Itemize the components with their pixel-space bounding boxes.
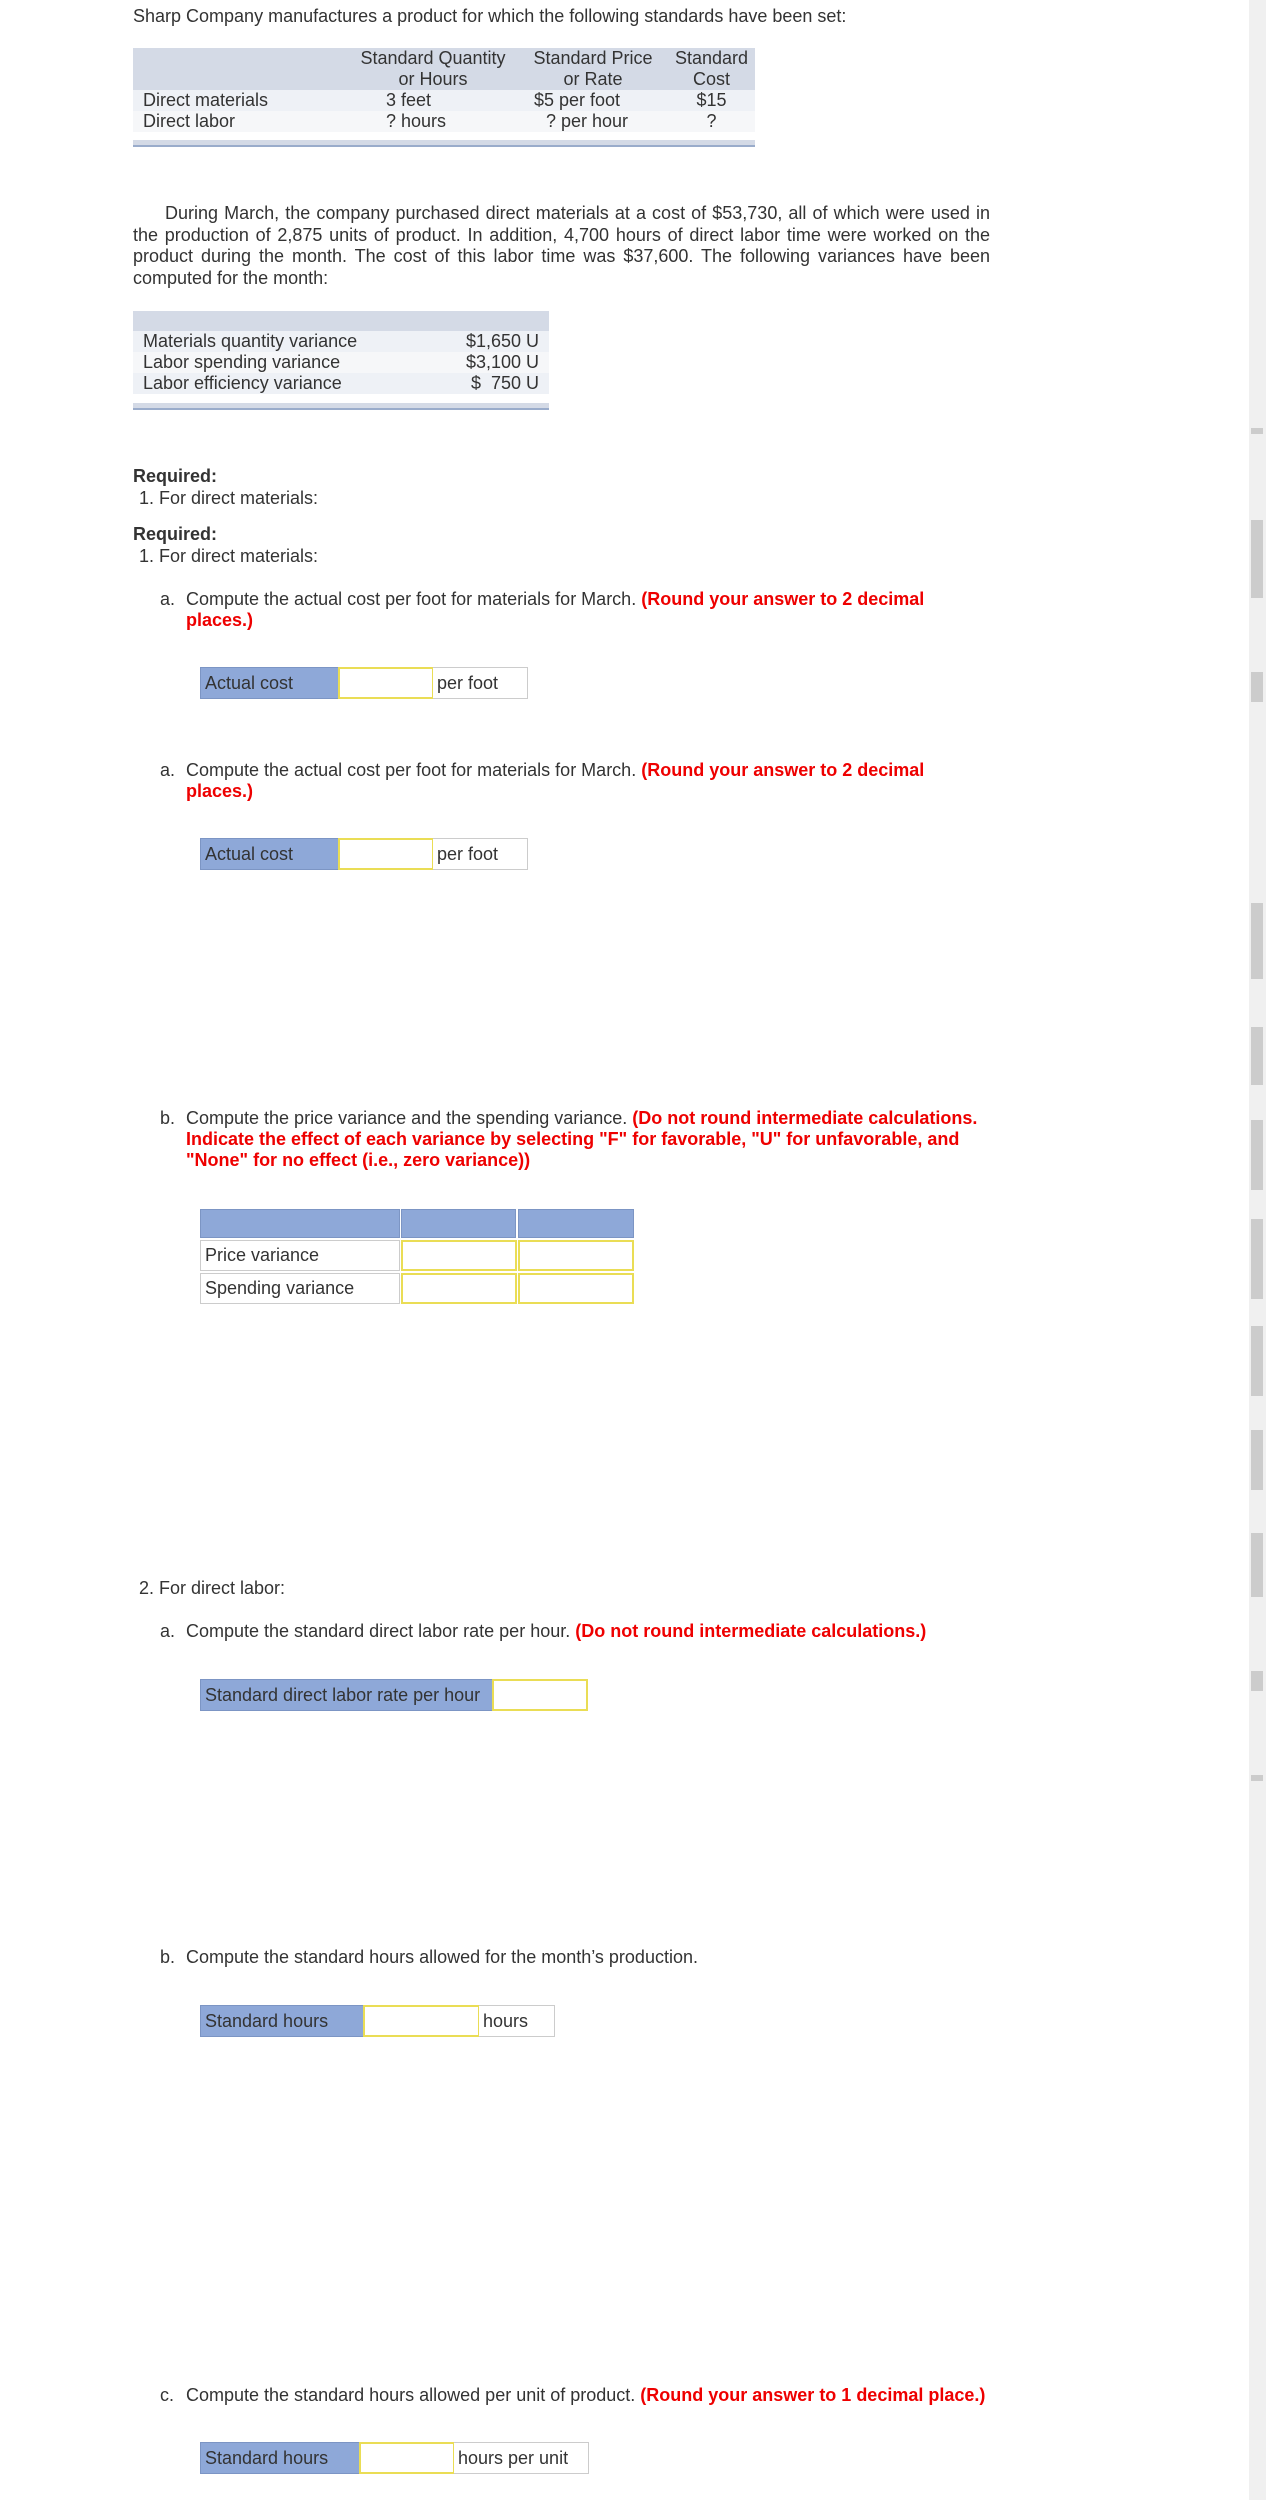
header-std-qty-sub: or Hours bbox=[348, 69, 518, 90]
question-prefix: b. bbox=[160, 1108, 176, 1128]
table-row bbox=[133, 352, 549, 373]
price-variance-label: Price variance bbox=[200, 1240, 400, 1271]
question-note: (Round your answer to 2 decimal bbox=[641, 589, 925, 609]
required-item: 1. For direct materials: bbox=[139, 488, 319, 508]
table-row bbox=[133, 373, 549, 394]
scrollbar-marker bbox=[1251, 1120, 1263, 1190]
scrollbar-marker bbox=[1251, 1219, 1263, 1299]
header-std-price: Standard Price bbox=[518, 48, 668, 69]
standard-hours-input[interactable] bbox=[363, 2005, 480, 2037]
price-variance-effect-select[interactable] bbox=[518, 1240, 634, 1271]
spending-variance-label: Spending variance bbox=[200, 1273, 400, 1304]
scrollbar-marker bbox=[1251, 1775, 1263, 1781]
row-label: Direct materials bbox=[133, 90, 348, 111]
intro-text: Sharp Company manufactures a product for which the following standards have been set: bbox=[133, 6, 847, 26]
question-text bbox=[186, 1108, 1006, 1171]
scrollbar-marker bbox=[1251, 1671, 1263, 1691]
header-std-cost-sub: Cost bbox=[668, 69, 755, 90]
scrollbar-marker bbox=[1251, 1027, 1263, 1085]
required-heading: Required: bbox=[133, 466, 218, 486]
question-prefix: c. bbox=[160, 2385, 175, 2405]
actual-cost-label: Actual cost bbox=[200, 667, 339, 699]
row-qty: ? hours bbox=[348, 111, 518, 132]
question-prefix: a. bbox=[160, 589, 176, 609]
actual-cost-input[interactable] bbox=[338, 667, 434, 699]
required-heading: Required: bbox=[133, 524, 218, 544]
question-prefix: b. bbox=[160, 1947, 176, 1967]
variance-label: Labor spending variance bbox=[143, 352, 341, 372]
question-body: Compute the standard hours allowed per unit of product. bbox=[186, 2385, 636, 2405]
variance-label: Materials quantity variance bbox=[143, 331, 358, 351]
question-prefix: a. bbox=[160, 1621, 176, 1641]
variance-label: Labor efficiency variance bbox=[143, 373, 342, 393]
question-note: (Do not round intermediate calculations. bbox=[632, 1108, 978, 1128]
question-body: Compute the price variance and the spending variance. bbox=[186, 1108, 628, 1128]
hours-unit: hours bbox=[479, 2005, 555, 2037]
question-body: Compute the standard direct labor rate per hour. bbox=[186, 1621, 571, 1641]
required-item: 1. For direct materials: bbox=[139, 546, 319, 566]
scrollbar-marker bbox=[1251, 1326, 1263, 1396]
standards-table-header-row-1 bbox=[133, 48, 755, 69]
row-price: ? per hour bbox=[518, 111, 668, 132]
question-note: Indicate the effect of each variance by selecting "F" for favorable, "U" for unfavorable, and bbox=[186, 1129, 960, 1149]
standard-hours-per-unit-label: Standard hours bbox=[200, 2442, 360, 2474]
question-note: (Round your answer to 2 decimal bbox=[641, 760, 925, 780]
variance-entry-table bbox=[200, 1209, 634, 1304]
question-text bbox=[186, 2385, 985, 2406]
question-note: places.) bbox=[186, 781, 254, 801]
standards-table bbox=[133, 48, 755, 132]
row-price: $5 per foot bbox=[518, 90, 668, 111]
table-header-cell bbox=[518, 1209, 634, 1238]
table-header-cell bbox=[401, 1209, 516, 1238]
scrollbar-marker bbox=[1251, 1430, 1263, 1490]
question-note: "None" for no effect (i.e., zero variance)) bbox=[186, 1150, 531, 1170]
header-std-qty: Standard Quantity bbox=[348, 48, 518, 69]
table-bottom-rule bbox=[133, 140, 755, 147]
standard-hours-label: Standard hours bbox=[200, 2005, 364, 2037]
row-qty: 3 feet bbox=[348, 90, 518, 111]
header-std-cost: Standard bbox=[668, 48, 755, 69]
header-blank bbox=[133, 48, 348, 69]
hours-per-unit-unit: hours per unit bbox=[454, 2442, 589, 2474]
standard-hours-per-unit-input[interactable] bbox=[359, 2442, 455, 2474]
actual-cost-label: Actual cost bbox=[200, 838, 339, 870]
problem-paragraph: During March, the company purchased direct materials at a cost of $53,730, all of which were used in the production of 2,875 units of product. In addition, 4,700 hours of direct labor time were worked on the product during the month. The cost of this labor time was $37,600. The following variances have been computed for the month: bbox=[133, 203, 990, 288]
table-row bbox=[133, 331, 549, 352]
scrollbar-marker bbox=[1251, 520, 1263, 598]
standard-rate-label: Standard direct labor rate per hour bbox=[200, 1679, 493, 1711]
question-text bbox=[186, 589, 924, 631]
part-2-heading: 2. For direct labor: bbox=[139, 1578, 286, 1598]
standard-rate-input[interactable] bbox=[492, 1679, 588, 1711]
table-header-cell bbox=[200, 1209, 400, 1238]
standards-table-header-row-2 bbox=[133, 69, 755, 90]
header-std-price-sub: or Rate bbox=[518, 69, 668, 90]
spending-variance-effect-select[interactable] bbox=[518, 1273, 634, 1304]
variance-value: $1,650 U bbox=[465, 331, 539, 351]
scrollbar-marker bbox=[1251, 903, 1263, 979]
header-blank bbox=[133, 69, 348, 90]
question-prefix: a. bbox=[160, 760, 176, 780]
question-note: (Round your answer to 1 decimal place.) bbox=[640, 2385, 986, 2405]
spending-variance-amount-input[interactable] bbox=[401, 1273, 517, 1304]
table-bottom-rule bbox=[133, 403, 549, 410]
table-row bbox=[133, 111, 755, 132]
question-text bbox=[186, 1621, 926, 1642]
scrollbar-marker bbox=[1251, 428, 1263, 434]
per-foot-unit: per foot bbox=[433, 838, 528, 870]
question-body: Compute the actual cost per foot for materials for March. bbox=[186, 589, 637, 609]
variance-value: $ 750 U bbox=[470, 373, 539, 393]
question-text bbox=[186, 760, 924, 802]
question-text: Compute the standard hours allowed for the month’s production. bbox=[186, 1947, 698, 1967]
variance-value: $3,100 U bbox=[465, 352, 539, 372]
scrollbar-marker bbox=[1251, 672, 1263, 702]
price-variance-amount-input[interactable] bbox=[401, 1240, 517, 1271]
variances-table-header bbox=[133, 311, 549, 331]
question-note: places.) bbox=[186, 610, 254, 630]
row-label: Direct labor bbox=[133, 111, 348, 132]
table-row bbox=[133, 90, 755, 111]
question-note: (Do not round intermediate calculations.) bbox=[575, 1621, 927, 1641]
row-cost: $15 bbox=[668, 90, 755, 111]
per-foot-unit: per foot bbox=[433, 667, 528, 699]
row-cost: ? bbox=[668, 111, 755, 132]
variances-table bbox=[133, 331, 549, 394]
scrollbar-marker bbox=[1251, 1533, 1263, 1597]
question-body: Compute the actual cost per foot for materials for March. bbox=[186, 760, 637, 780]
actual-cost-input[interactable] bbox=[338, 838, 434, 870]
